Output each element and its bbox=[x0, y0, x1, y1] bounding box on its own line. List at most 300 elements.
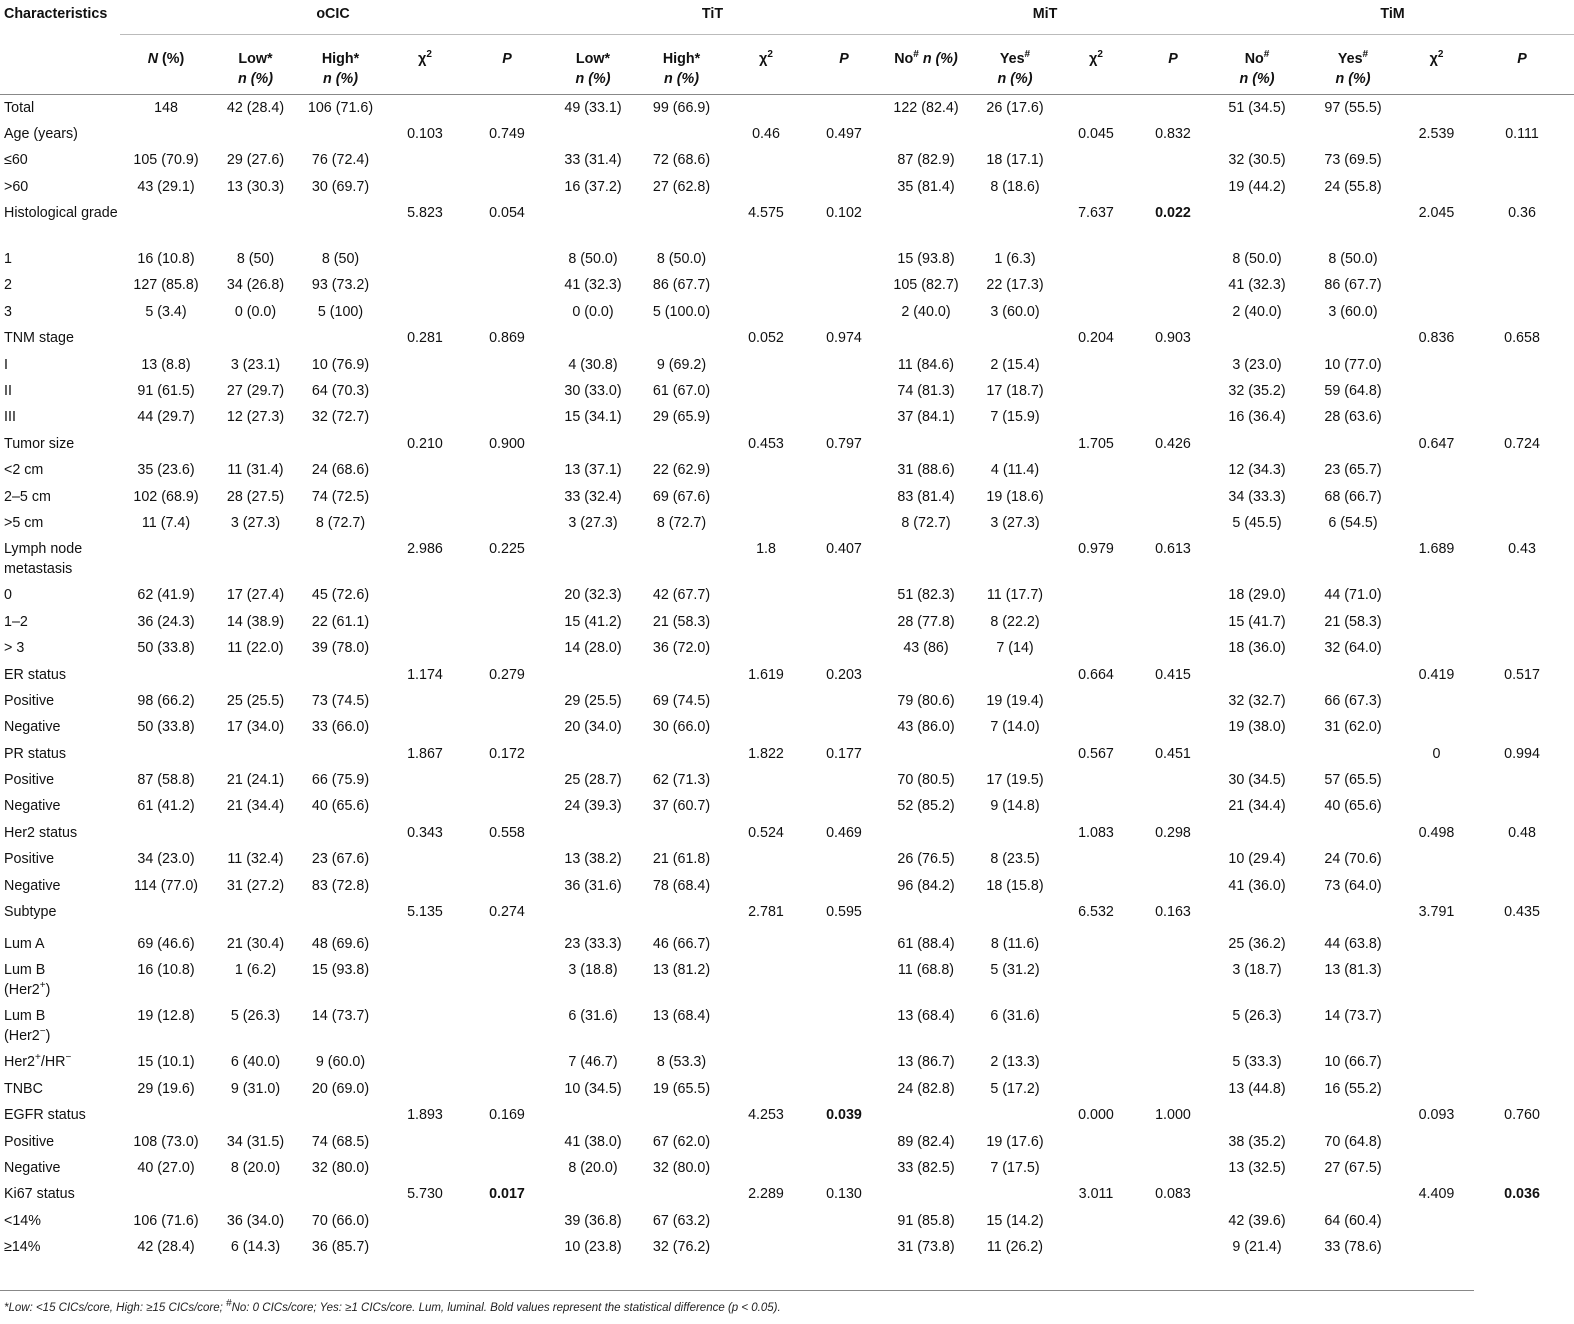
cell-col-17 bbox=[1470, 793, 1574, 819]
significant-value: 0.036 bbox=[1504, 1186, 1540, 1203]
cell-col-9 bbox=[809, 352, 879, 378]
cell-col-17 bbox=[1470, 688, 1574, 714]
cell-col-11 bbox=[973, 536, 1057, 582]
cell-col-2: 8 (50) bbox=[236, 251, 275, 268]
table-row bbox=[0, 873, 1574, 899]
cell-col-2: 36 (34.0) bbox=[226, 1212, 285, 1229]
cell-col-11 bbox=[973, 662, 1057, 688]
cell-col-4 bbox=[382, 846, 468, 872]
cell-col-2: 1 (6.2) bbox=[234, 962, 277, 979]
cell-col-13 bbox=[1135, 635, 1211, 661]
cell-col-14: 51 (34.5) bbox=[1228, 100, 1286, 116]
cell-col-10 bbox=[879, 820, 973, 846]
row-label: II bbox=[4, 383, 12, 400]
row-label: Positive bbox=[4, 692, 55, 709]
cell-col-1: 106 (71.6) bbox=[133, 1212, 199, 1229]
cell-col-7: 5 (100.0) bbox=[652, 303, 711, 320]
table-row bbox=[0, 325, 1574, 351]
cell-col-13 bbox=[1135, 793, 1211, 819]
table-row bbox=[0, 95, 1574, 121]
cell-col-13 bbox=[1135, 714, 1211, 740]
cell-col-1: 11 (7.4) bbox=[141, 514, 191, 531]
cell-col-4 bbox=[382, 95, 468, 121]
cell-col-5: 0.279 bbox=[489, 666, 525, 683]
cell-col-11: 1 (6.3) bbox=[994, 251, 1036, 268]
cell-col-17 bbox=[1470, 1129, 1574, 1155]
cell-col-13 bbox=[1135, 582, 1211, 608]
cell-col-7: 42 (67.7) bbox=[652, 587, 711, 604]
table-row bbox=[0, 1003, 1574, 1049]
cell-col-15: 44 (63.8) bbox=[1324, 936, 1382, 953]
cell-col-2: 21 (34.4) bbox=[226, 798, 285, 815]
cell-col-3: 10 (76.9) bbox=[311, 356, 370, 373]
cell-col-16 bbox=[1403, 931, 1470, 957]
cell-col-12 bbox=[1057, 931, 1135, 957]
cell-col-1: 29 (19.6) bbox=[137, 1080, 195, 1097]
cell-col-13 bbox=[1135, 299, 1211, 325]
cell-col-14: 3 (23.0) bbox=[1232, 356, 1282, 373]
cell-col-15 bbox=[1303, 662, 1403, 688]
row-label: Total bbox=[4, 100, 35, 116]
cell-col-1: 16 (10.8) bbox=[137, 962, 195, 979]
cell-col-3 bbox=[299, 121, 382, 147]
cell-col-17 bbox=[1470, 1076, 1574, 1102]
cell-col-3: 48 (69.6) bbox=[311, 936, 370, 953]
cell-col-10: 51 (82.3) bbox=[897, 587, 955, 604]
table-row bbox=[0, 662, 1574, 688]
cell-col-4 bbox=[382, 688, 468, 714]
cell-col-3: 9 (60.0) bbox=[315, 1054, 366, 1071]
cell-col-16 bbox=[1403, 1129, 1470, 1155]
cell-col-3 bbox=[299, 662, 382, 688]
cell-col-15: 27 (67.5) bbox=[1324, 1160, 1382, 1176]
cell-col-13 bbox=[1135, 957, 1211, 1003]
cell-col-16 bbox=[1403, 272, 1470, 298]
cell-col-10: 8 (72.7) bbox=[901, 514, 951, 531]
cell-col-15 bbox=[1303, 325, 1403, 351]
cell-col-1: 43 (29.1) bbox=[137, 178, 195, 195]
cell-col-11: 15 (14.2) bbox=[986, 1212, 1044, 1229]
cell-col-12 bbox=[1057, 1129, 1135, 1155]
cell-col-10: 52 (85.2) bbox=[897, 798, 955, 815]
cell-col-16: 2.539 bbox=[1418, 125, 1455, 142]
cell-col-12 bbox=[1057, 299, 1135, 325]
cell-col-13: 0.298 bbox=[1155, 824, 1191, 841]
cell-col-16 bbox=[1403, 793, 1470, 819]
cell-col-6 bbox=[546, 899, 640, 931]
cell-col-17: 0.658 bbox=[1504, 330, 1540, 347]
cell-col-14: 9 (21.4) bbox=[1232, 1239, 1282, 1256]
cell-col-7: 36 (72.0) bbox=[652, 640, 711, 657]
cell-col-10 bbox=[879, 431, 973, 457]
row-label: I bbox=[4, 356, 8, 373]
header-group-tim: TiM bbox=[1211, 4, 1574, 35]
cell-col-16 bbox=[1403, 174, 1470, 200]
cell-col-6: 49 (33.1) bbox=[564, 100, 622, 116]
table-row bbox=[0, 352, 1574, 378]
cell-col-11: 7 (15.9) bbox=[990, 409, 1040, 426]
characteristics-table bbox=[0, 4, 1574, 1261]
cell-col-9 bbox=[809, 404, 879, 430]
cell-col-7: 30 (66.0) bbox=[652, 719, 711, 736]
row-label: Histological grade bbox=[4, 205, 118, 222]
cell-col-12: 0.567 bbox=[1078, 745, 1114, 762]
cell-col-12 bbox=[1057, 1049, 1135, 1075]
cell-col-3: 32 (80.0) bbox=[311, 1160, 370, 1176]
row-label: Negative bbox=[4, 798, 61, 815]
cell-col-13 bbox=[1135, 246, 1211, 272]
cell-col-1: 87 (58.8) bbox=[137, 772, 195, 789]
cell-col-3 bbox=[299, 431, 382, 457]
cell-col-7: 8 (50.0) bbox=[656, 251, 707, 268]
cell-col-6: 33 (31.4) bbox=[564, 152, 622, 169]
row-label: 3 bbox=[4, 303, 12, 320]
cell-col-13 bbox=[1135, 767, 1211, 793]
cell-col-14: 5 (33.3) bbox=[1232, 1054, 1282, 1071]
cell-col-1: 36 (24.3) bbox=[137, 613, 195, 630]
cell-col-17 bbox=[1470, 767, 1574, 793]
cell-col-7 bbox=[640, 820, 723, 846]
cell-col-10: 15 (93.8) bbox=[897, 251, 955, 268]
cell-col-1: 91 (61.5) bbox=[137, 383, 195, 400]
cell-col-8 bbox=[723, 714, 809, 740]
cell-col-6 bbox=[546, 662, 640, 688]
cell-col-17: 0.111 bbox=[1505, 125, 1539, 142]
cell-col-12: 0.000 bbox=[1078, 1107, 1114, 1124]
cell-col-17 bbox=[1470, 1234, 1574, 1260]
cell-col-9: 0.497 bbox=[826, 125, 862, 142]
table-row bbox=[0, 931, 1574, 957]
cell-col-5 bbox=[468, 510, 546, 536]
cell-col-12 bbox=[1057, 582, 1135, 608]
cell-col-16 bbox=[1403, 1155, 1470, 1181]
cell-col-1 bbox=[120, 1102, 212, 1128]
cell-col-5 bbox=[468, 688, 546, 714]
cell-col-10: 2 (40.0) bbox=[901, 303, 951, 320]
cell-col-17: 0.760 bbox=[1504, 1107, 1540, 1124]
cell-col-8 bbox=[723, 957, 809, 1003]
cell-col-15: 59 (64.8) bbox=[1324, 383, 1382, 400]
cell-col-11: 18 (15.8) bbox=[986, 877, 1044, 894]
cell-col-14: 5 (45.5) bbox=[1232, 514, 1282, 531]
cell-col-10 bbox=[879, 662, 973, 688]
cell-col-16 bbox=[1403, 484, 1470, 510]
cell-col-7: 13 (81.2) bbox=[652, 962, 711, 979]
cell-col-12 bbox=[1057, 147, 1135, 173]
cell-col-10: 11 (68.8) bbox=[897, 962, 955, 979]
cell-col-10: 87 (82.9) bbox=[897, 152, 955, 169]
cell-col-6: 14 (28.0) bbox=[564, 640, 622, 657]
cell-col-11: 7 (14) bbox=[996, 640, 1034, 657]
cell-col-9: 0.130 bbox=[826, 1186, 862, 1203]
cell-col-13 bbox=[1135, 1129, 1211, 1155]
cell-col-1: 50 (33.8) bbox=[137, 640, 195, 657]
cell-col-15: 97 (55.5) bbox=[1324, 100, 1382, 116]
cell-col-17 bbox=[1470, 404, 1574, 430]
subheader-tit-chi2: $\chi^2$ bbox=[759, 49, 773, 67]
cell-col-17: 0.724 bbox=[1504, 435, 1540, 452]
cell-col-14: 32 (35.2) bbox=[1228, 383, 1286, 400]
cell-col-9 bbox=[809, 635, 879, 661]
cell-col-8 bbox=[723, 582, 809, 608]
cell-col-12: 3.011 bbox=[1078, 1186, 1114, 1203]
cell-col-15: 21 (58.3) bbox=[1324, 613, 1382, 630]
cell-col-9 bbox=[809, 931, 879, 957]
cell-col-8 bbox=[723, 510, 809, 536]
cell-col-3: 70 (66.0) bbox=[311, 1212, 370, 1229]
cell-col-10: 11 (84.6) bbox=[897, 356, 955, 373]
cell-col-13: 0.426 bbox=[1155, 435, 1191, 452]
row-label: Positive bbox=[4, 772, 55, 789]
cell-col-12 bbox=[1057, 404, 1135, 430]
cell-col-5 bbox=[468, 95, 546, 121]
cell-col-4 bbox=[382, 1003, 468, 1049]
cell-col-3: 20 (69.0) bbox=[311, 1080, 370, 1097]
cell-col-7 bbox=[640, 536, 723, 582]
cell-col-17 bbox=[1470, 1181, 1574, 1207]
cell-col-4 bbox=[382, 352, 468, 378]
cell-col-7 bbox=[640, 662, 723, 688]
cell-col-6: 36 (31.6) bbox=[564, 877, 622, 894]
row-label: Lymph node metastasis bbox=[4, 541, 83, 578]
cell-col-16 bbox=[1403, 1208, 1470, 1234]
cell-col-10 bbox=[879, 325, 973, 351]
cell-col-10: 89 (82.4) bbox=[897, 1133, 955, 1150]
cell-col-15 bbox=[1303, 431, 1403, 457]
cell-col-15: 10 (77.0) bbox=[1324, 356, 1382, 373]
table-row bbox=[0, 484, 1574, 510]
cell-col-7: 86 (67.7) bbox=[652, 277, 711, 294]
cell-col-11: 5 (17.2) bbox=[990, 1080, 1040, 1097]
cell-col-6 bbox=[546, 741, 640, 767]
cell-col-1: 44 (29.7) bbox=[137, 409, 195, 426]
cell-col-13 bbox=[1135, 609, 1211, 635]
cell-col-12 bbox=[1057, 846, 1135, 872]
row-label: Her2+/HR− bbox=[4, 1052, 72, 1071]
cell-col-12 bbox=[1057, 457, 1135, 483]
row-label: >5 cm bbox=[4, 514, 44, 531]
cell-col-8 bbox=[723, 793, 809, 819]
cell-col-17 bbox=[1470, 609, 1574, 635]
cell-col-6: 7 (46.7) bbox=[568, 1054, 618, 1071]
cell-col-5: 0.054 bbox=[489, 205, 525, 222]
cell-col-11: 26 (17.6) bbox=[986, 100, 1044, 116]
cell-col-15: 57 (65.5) bbox=[1324, 772, 1382, 789]
cell-col-1: 42 (28.4) bbox=[137, 1239, 195, 1256]
row-label: Lum B (Her2+) bbox=[4, 962, 51, 999]
cell-col-10: 70 (80.5) bbox=[897, 772, 955, 789]
cell-col-14: 41 (36.0) bbox=[1228, 877, 1286, 894]
bottom-rule bbox=[0, 1290, 1474, 1291]
cell-col-7 bbox=[640, 121, 723, 147]
cell-col-14 bbox=[1211, 820, 1303, 846]
cell-col-13 bbox=[1135, 688, 1211, 714]
cell-col-16: 1.689 bbox=[1418, 541, 1455, 558]
cell-col-8 bbox=[723, 1208, 809, 1234]
cell-col-6: 25 (28.7) bbox=[564, 772, 622, 789]
cell-col-6: 3 (27.3) bbox=[568, 514, 618, 531]
cell-col-9 bbox=[809, 174, 879, 200]
cell-col-9: 0.407 bbox=[826, 541, 862, 558]
subheader-tim-no: No# n (%) bbox=[1239, 49, 1275, 87]
cell-col-15 bbox=[1303, 1102, 1403, 1128]
cell-col-3 bbox=[299, 200, 382, 246]
cell-col-13 bbox=[1135, 1208, 1211, 1234]
cell-col-15: 31 (62.0) bbox=[1324, 719, 1382, 736]
row-label: TNBC bbox=[4, 1080, 43, 1097]
cell-col-10: 79 (80.6) bbox=[897, 692, 955, 709]
subheader-tim-p: P bbox=[1517, 51, 1527, 67]
cell-col-12 bbox=[1057, 793, 1135, 819]
cell-col-7: 37 (60.7) bbox=[652, 798, 711, 815]
cell-col-2 bbox=[212, 536, 299, 582]
cell-col-5: 0.274 bbox=[489, 904, 525, 921]
cell-col-5 bbox=[468, 767, 546, 793]
cell-col-5 bbox=[468, 484, 546, 510]
cell-col-8 bbox=[723, 635, 809, 661]
cell-col-14: 13 (32.5) bbox=[1228, 1160, 1286, 1176]
cell-col-8 bbox=[723, 767, 809, 793]
table-row bbox=[0, 635, 1574, 661]
cell-col-8: 1.822 bbox=[748, 745, 784, 762]
cell-col-5 bbox=[468, 635, 546, 661]
cell-col-16 bbox=[1403, 767, 1470, 793]
subheader-n-pct: N (%) bbox=[147, 51, 185, 67]
cell-col-14: 41 (32.3) bbox=[1228, 277, 1286, 294]
table-row bbox=[0, 1181, 1574, 1207]
cell-col-4 bbox=[382, 957, 468, 1003]
cell-col-2: 9 (31.0) bbox=[230, 1080, 281, 1097]
cell-col-14 bbox=[1211, 431, 1303, 457]
cell-col-17 bbox=[1470, 147, 1574, 173]
cell-col-16: 2.045 bbox=[1418, 205, 1455, 222]
cell-col-9 bbox=[809, 246, 879, 272]
cell-col-12 bbox=[1057, 484, 1135, 510]
cell-col-12 bbox=[1057, 378, 1135, 404]
cell-col-16 bbox=[1403, 378, 1470, 404]
cell-col-15 bbox=[1303, 820, 1403, 846]
cell-col-8 bbox=[723, 147, 809, 173]
cell-col-8 bbox=[723, 688, 809, 714]
cell-col-5: 0.225 bbox=[489, 541, 525, 558]
cell-col-12 bbox=[1057, 1076, 1135, 1102]
cell-col-13 bbox=[1135, 484, 1211, 510]
cell-col-2: 34 (31.5) bbox=[226, 1133, 285, 1150]
cell-col-4 bbox=[382, 510, 468, 536]
cell-col-2: 25 (25.5) bbox=[226, 692, 285, 709]
cell-col-11 bbox=[973, 1181, 1057, 1207]
cell-col-11: 8 (22.2) bbox=[990, 613, 1040, 630]
cell-col-14 bbox=[1211, 1181, 1303, 1207]
cell-col-2 bbox=[212, 1102, 299, 1128]
cell-col-17: 0.36 bbox=[1508, 205, 1536, 222]
subheader-tit-high: High* n (%) bbox=[662, 51, 701, 87]
cell-col-12 bbox=[1057, 873, 1135, 899]
cell-col-16 bbox=[1403, 457, 1470, 483]
table-row bbox=[0, 820, 1574, 846]
cell-col-4: 1.867 bbox=[407, 745, 443, 762]
cell-col-6: 15 (34.1) bbox=[564, 409, 622, 426]
cell-col-6 bbox=[546, 1102, 640, 1128]
row-label: Lum A bbox=[4, 936, 45, 953]
subheader-mit-no: No# n (%) bbox=[894, 49, 958, 67]
table-footnote: *Low: <15 CICs/core, High: ≥15 CICs/core; #No: 0 CICs/core; Yes: ≥1 CICs/core. Lum, luminal. Bold values represent the statistical difference (p < 0.05). bbox=[4, 1298, 781, 1314]
cell-col-2: 8 (20.0) bbox=[230, 1160, 281, 1176]
row-label: EGFR status bbox=[4, 1107, 86, 1124]
cell-col-6: 13 (37.1) bbox=[564, 462, 622, 479]
cell-col-11 bbox=[973, 325, 1057, 351]
cell-col-1 bbox=[120, 1181, 212, 1207]
cell-col-15 bbox=[1303, 741, 1403, 767]
cell-col-12 bbox=[1057, 246, 1135, 272]
cell-col-4 bbox=[382, 1208, 468, 1234]
cell-col-16 bbox=[1403, 714, 1470, 740]
cell-col-10 bbox=[879, 121, 973, 147]
cell-col-15: 44 (71.0) bbox=[1324, 587, 1382, 604]
cell-col-3 bbox=[299, 536, 382, 582]
cell-col-9 bbox=[809, 957, 879, 1003]
cell-col-14: 8 (50.0) bbox=[1232, 251, 1282, 268]
cell-col-1: 148 bbox=[154, 100, 178, 116]
cell-col-15: 70 (64.8) bbox=[1324, 1133, 1382, 1150]
cell-col-1 bbox=[120, 662, 212, 688]
cell-col-6: 6 (31.6) bbox=[568, 1008, 618, 1025]
cell-col-3: 5 (100) bbox=[317, 303, 364, 320]
cell-col-12 bbox=[1057, 1234, 1135, 1260]
cell-col-3: 66 (75.9) bbox=[311, 772, 370, 789]
cell-col-13 bbox=[1135, 174, 1211, 200]
cell-col-17 bbox=[1470, 1155, 1574, 1181]
cell-col-16 bbox=[1403, 299, 1470, 325]
cell-col-17: 0.43 bbox=[1508, 541, 1536, 558]
significant-value: 0.022 bbox=[1155, 205, 1191, 222]
subheader-tit-p: P bbox=[839, 51, 849, 67]
cell-col-13 bbox=[1135, 510, 1211, 536]
cell-col-4 bbox=[382, 609, 468, 635]
cell-col-12 bbox=[1057, 272, 1135, 298]
cell-col-15: 13 (81.3) bbox=[1324, 962, 1382, 979]
table-row bbox=[0, 1208, 1574, 1234]
table-row bbox=[0, 1102, 1574, 1128]
cell-col-17 bbox=[1470, 378, 1574, 404]
cell-col-5 bbox=[468, 246, 546, 272]
cell-col-3: 73 (74.5) bbox=[311, 692, 370, 709]
cell-col-8: 0.052 bbox=[748, 330, 784, 347]
cell-col-17 bbox=[1470, 1208, 1574, 1234]
cell-col-14: 38 (35.2) bbox=[1228, 1133, 1286, 1150]
cell-col-13 bbox=[1135, 200, 1211, 246]
table-row bbox=[0, 246, 1574, 272]
cell-col-4: 2.986 bbox=[407, 541, 443, 558]
cell-col-15: 24 (55.8) bbox=[1324, 178, 1382, 195]
cell-col-5 bbox=[468, 582, 546, 608]
cell-col-15 bbox=[1303, 899, 1403, 931]
cell-col-9 bbox=[809, 1208, 879, 1234]
row-label: ER status bbox=[4, 666, 66, 683]
subheader-tit-low: Low* n (%) bbox=[575, 51, 611, 87]
cell-col-2: 21 (24.1) bbox=[226, 772, 285, 789]
cell-col-8 bbox=[723, 931, 809, 957]
table-row bbox=[0, 1076, 1574, 1102]
cell-col-3 bbox=[299, 1181, 382, 1207]
subheader-ocic-chi2: $\chi^2$ bbox=[418, 49, 432, 67]
cell-col-17 bbox=[1470, 272, 1574, 298]
cell-col-6 bbox=[546, 1181, 640, 1207]
cell-col-9 bbox=[809, 1234, 879, 1260]
cell-col-5: 0.558 bbox=[489, 824, 525, 841]
cell-col-10: 74 (81.3) bbox=[897, 383, 955, 400]
cell-col-13 bbox=[1135, 404, 1211, 430]
